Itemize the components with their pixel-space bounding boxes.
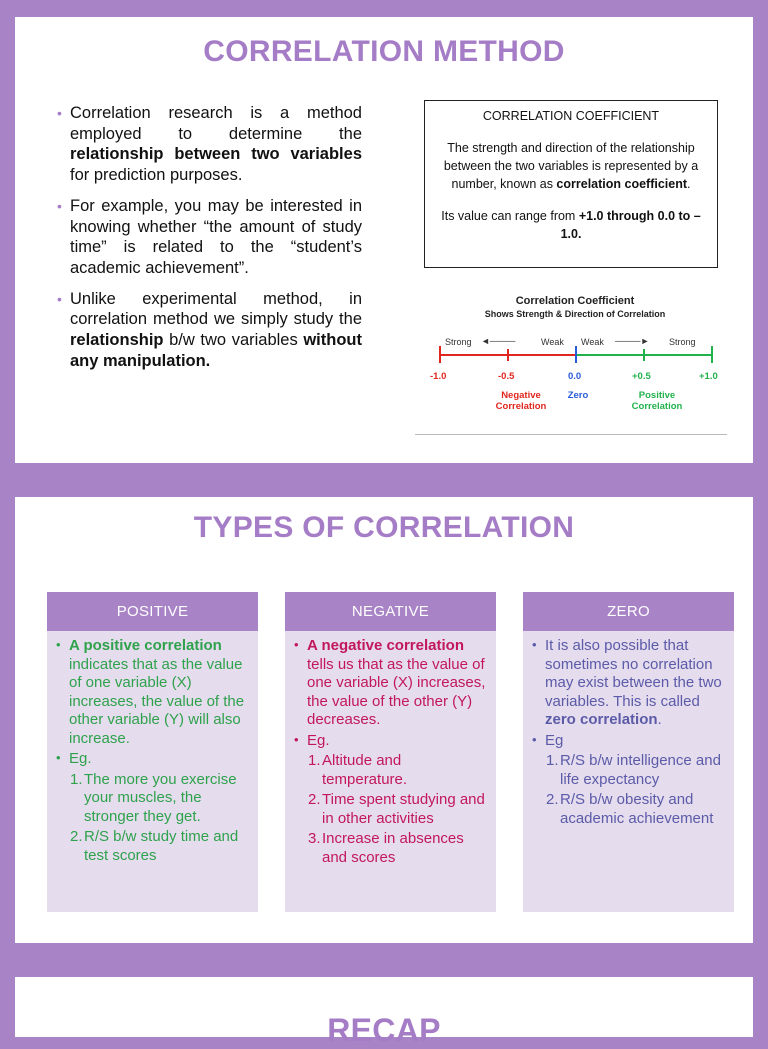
example-item: 1. R/S b/w intelligence and life expectancy [546,752,721,788]
tick-label: +1.0 [699,371,718,382]
bullet-icon: • [294,731,299,747]
emphasis-text: relationship [70,331,164,350]
example-text: Altitude and temperature. [322,752,408,788]
card-body [285,631,496,867]
bullet-icon: • [56,750,61,765]
positive-correlation-label: Positive Correlation [631,390,683,412]
eg-label: Eg [545,731,564,749]
emphasis-text: correlation coefficient [556,177,688,191]
box-heading: CORRELATION COEFFICIENT [482,109,660,123]
card-header: POSITIVE [47,592,258,631]
card-bullet [294,732,488,751]
card-bullet [56,637,250,748]
card-bullet [294,637,488,730]
zero-correlation-label: Zero [567,390,589,401]
definition: indicates that as the value of one variable (X) increases, the value of the other variable (Y) will also increase. [69,655,245,747]
negative-card [285,592,496,912]
bullet-icon: • [57,105,62,121]
example-text: Increase in absences and scores [322,830,464,866]
correlation-scale-diagram [415,287,735,442]
bullet-icon: • [294,637,299,652]
card-bullet [532,637,726,730]
positive-card [47,592,258,912]
example-text: R/S b/w intelligence and life expectancy [560,752,721,788]
bullet-icon: • [532,637,537,652]
box-paragraph [433,207,709,243]
scale-title: Correlation Coefficient [515,295,635,307]
strong-left-label: Strong [445,337,472,347]
bullet-icon: • [532,731,537,747]
right-arrow-icon: ────► [615,336,650,346]
scale-tick [643,349,645,361]
slide-correlation-method [15,17,753,463]
bullet-item [57,289,362,372]
scale-tick [439,346,441,363]
text-run: Unlike experimental method, in correlation method we simply study the [70,289,362,329]
correlation-coefficient-box [424,100,718,268]
zero-card [523,592,734,912]
bullet-icon: • [56,637,61,652]
scale-tick [507,349,509,361]
scale-tick [711,346,713,363]
text-run: for prediction purposes. [70,166,243,185]
emphasis-text: relationship between two variables [70,145,362,164]
bullet-item [57,196,362,279]
example-item: 1. Altitude and temperature. [308,752,408,788]
tick-label: +0.5 [632,371,651,382]
card-header: NEGATIVE [285,592,496,631]
example-item: 3. Increase in absences and scores [308,830,464,866]
slide-types-of-correlation [15,497,753,943]
weak-right-label: Weak [581,337,604,347]
example-item: 2. Time spent studying and in other activities [308,791,485,827]
weak-left-label: Weak [541,337,564,347]
example-item: 1. The more you exercise your muscles, the stronger they get. [70,770,237,825]
tick-label: -1.0 [430,371,447,382]
example-text: R/S b/w study time and test scores [84,828,239,864]
slide-title: TYPES OF CORRELATION [193,511,575,544]
example-text: R/S b/w obesity and academic achievement [560,791,714,827]
text-run: b/w two variables [163,331,304,350]
bullet-list [57,103,362,381]
bullet-text [70,104,362,184]
slide-recap [15,977,753,1048]
card-body [47,631,258,865]
definition: tells us that as the value of one variable (X) increases, the value of the other (Y) decreases. [307,655,486,728]
strong-right-label: Strong [669,337,696,347]
scale-subtitle: Shows Strength & Direction of Correlation [484,309,666,319]
card-bullet [56,750,250,769]
box-paragraph [433,139,709,193]
bullet-text [70,197,362,277]
example-text: The more you exercise your muscles, the stronger they get. [84,770,237,825]
term: A negative correlation [307,637,464,654]
eg-label: Eg. [69,750,92,767]
term: A positive correlation [69,637,222,654]
bullet-text [70,290,362,370]
left-arrow-icon: ◄──── [481,336,516,346]
bullet-icon: • [57,290,62,307]
text-run: Its value can range from [441,209,579,223]
slide-title: RECAP [327,1012,441,1048]
text-run: . [687,177,691,191]
negative-correlation-label: Negative Correlation [495,390,547,412]
scale-tick [575,346,577,363]
card-header: ZERO [523,592,734,631]
example-text: Time spent studying and in other activities [322,791,485,827]
card-body [523,631,734,828]
text-run: Correlation research is a method employed to determine the [70,104,362,143]
bullet-item [57,103,362,186]
eg-label: Eg. [307,731,330,749]
divider [415,434,727,435]
text-run: For example, you may be interested in knowing whether “the amount of study time” is related to the “student’s academic achievement”. [70,196,362,277]
example-item: 2. R/S b/w study time and test scores [70,828,239,864]
slide-title: CORRELATION METHOD [203,35,565,68]
text-run: The strength and direction of the relationship between the two variables is represented by a number, known as [443,141,699,191]
bullet-icon: • [57,197,62,214]
definition: It is also possible that sometimes no correlation may exist between the two variables. This is called [545,637,722,710]
emphasis-text: without any manipulation. [70,331,362,370]
tick-label: 0.0 [568,371,582,382]
example-item: 2. R/S b/w obesity and academic achievement [546,791,714,827]
emphasis-text: +1.0 through 0.0 to –1.0. [560,209,701,241]
term: zero correlation [545,711,658,728]
definition-end: . [657,711,662,728]
card-bullet [532,732,726,751]
tick-label: -0.5 [498,371,515,382]
